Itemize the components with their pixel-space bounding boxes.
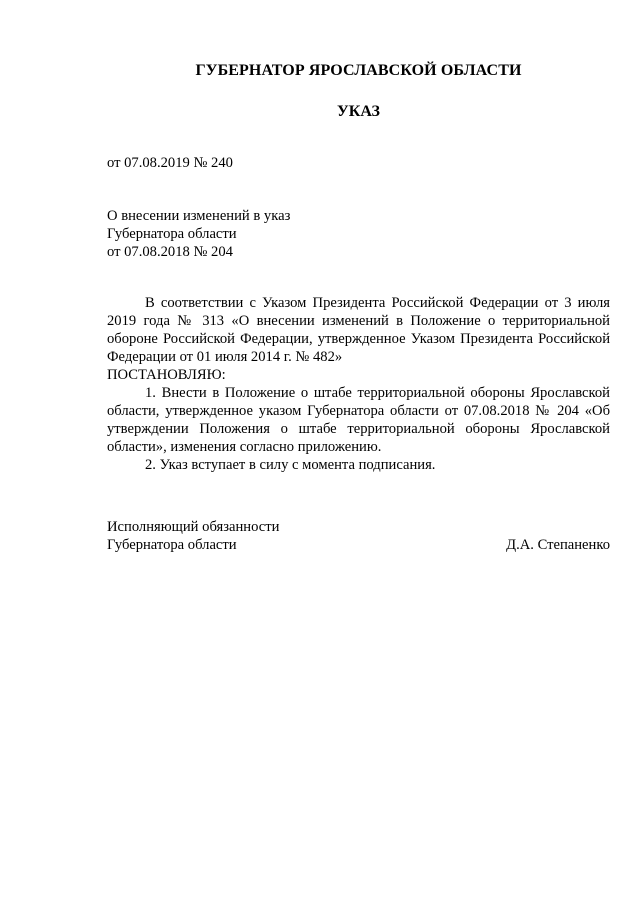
- signature-row: [107, 536, 610, 554]
- subject-line-3: от 07.08.2018 № 204: [107, 244, 233, 260]
- decree-word: ПОСТАНОВЛЯЮ:: [107, 367, 226, 383]
- signatory-position-line-1: Исполняющий обязанности: [107, 519, 280, 535]
- document-title: ГУБЕРНАТОР ЯРОСЛАВСКОЙ ОБЛАСТИ: [195, 62, 522, 79]
- date-number-line: от 07.08.2019 № 240: [107, 155, 233, 171]
- preamble-paragraph: В соответствии с Указом Президента Российской Федерации от 3 июля 2019 года № 313 «О внесении изменений в Положение о территориальной обороне Российской Федерации, утвержденное Указом Президента Российской Федерации от 01 июля 2014 г. № 482»: [107, 295, 610, 365]
- decree-item-1: 1. Внести в Положение о штабе территориальной обороны Ярославской области, утвержденное указом Губернатора области от 07.08.2018 № 204 «Об утверждении Положения о штабе территориальной обороны Ярославской области», изменения согласно приложению.: [107, 385, 610, 455]
- decree-body: [107, 294, 610, 474]
- signatory-position-line-2: Губернатора области: [107, 537, 237, 553]
- subject-line-1: О внесении изменений в указ: [107, 208, 291, 224]
- decree-item-2: 2. Указ вступает в силу с момента подписания.: [145, 457, 436, 473]
- signatory-name: Д.А. Степаненко: [506, 537, 610, 553]
- subject-line-2: Губернатора области: [107, 226, 237, 242]
- document-type: УКАЗ: [337, 103, 380, 120]
